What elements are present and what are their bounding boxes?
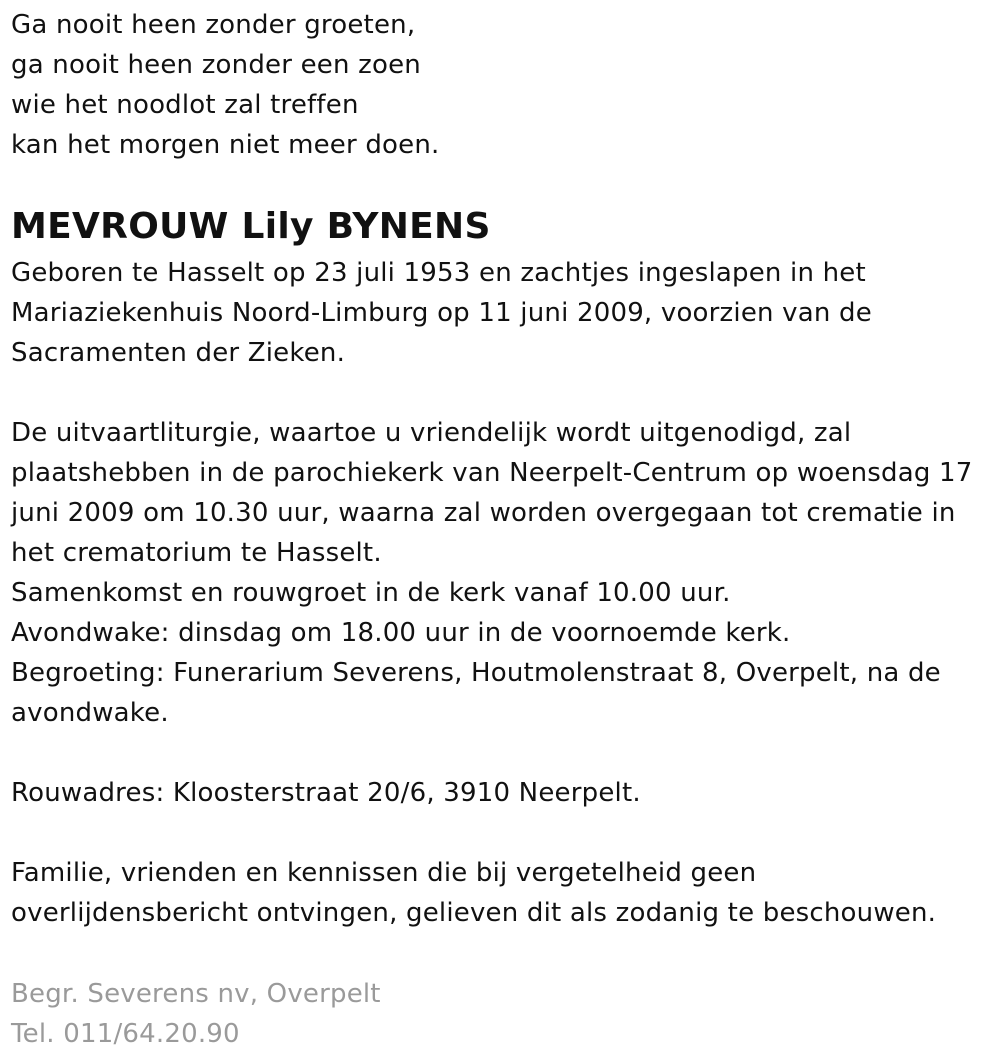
spacer — [11, 373, 973, 413]
paragraph-line: avondwake. — [11, 698, 169, 728]
paragraph-line: Mariaziekenhuis Noord-Limburg op 11 juni 2009, voorzien van de — [11, 298, 872, 328]
notice-body — [11, 253, 973, 933]
poem-line: ga nooit heen zonder een zoen — [11, 50, 421, 80]
paragraph-line: Familie, vrienden en kennissen die bij vergetelheid geen — [11, 858, 757, 888]
mourning-address: Rouwadres: Kloosterstraat 20/6, 3910 Neerpelt. — [11, 778, 641, 808]
paragraph-line: Geboren te Hasselt op 23 juli 1953 en zachtjes ingeslapen in het — [11, 258, 866, 288]
funeral-home-name: Begr. Severens nv, Overpelt — [11, 979, 381, 1009]
poem — [11, 5, 440, 165]
paragraph-line: Begroeting: Funerarium Severens, Houtmolenstraat 8, Overpelt, na de — [11, 658, 941, 688]
paragraph-line: Avondwake: dinsdag om 18.00 uur in de voornoemde kerk. — [11, 618, 791, 648]
funeral-home-footer — [11, 974, 381, 1054]
paragraph-line: overlijdensbericht ontvingen, gelieven dit als zodanig te beschouwen. — [11, 898, 937, 928]
paragraph-line: Sacramenten der Zieken. — [11, 338, 346, 368]
funeral-home-phone: Tel. 011/64.20.90 — [11, 1019, 240, 1049]
paragraph-line: plaatshebben in de parochiekerk van Neerpelt-Centrum op woensdag 17 — [11, 458, 973, 488]
poem-line: kan het morgen niet meer doen. — [11, 130, 440, 160]
paragraph-line: het crematorium te Hasselt. — [11, 538, 382, 568]
paragraph-line: juni 2009 om 10.30 uur, waarna zal worden overgegaan tot crematie in — [11, 498, 956, 528]
funeral-paragraph — [11, 413, 973, 733]
spacer — [11, 733, 973, 773]
spacer — [11, 813, 973, 853]
notice-paragraph — [11, 853, 973, 933]
poem-line: wie het noodlot zal treffen — [11, 90, 359, 120]
birth-paragraph — [11, 253, 973, 373]
poem-line: Ga nooit heen zonder groeten, — [11, 10, 416, 40]
deceased-name-title: MEVROUW Lily BYNENS — [11, 206, 491, 247]
paragraph-line: De uitvaartliturgie, waartoe u vriendelijk wordt uitgenodigd, zal — [11, 418, 852, 448]
paragraph-line: Samenkomst en rouwgroet in de kerk vanaf 10.00 uur. — [11, 578, 731, 608]
